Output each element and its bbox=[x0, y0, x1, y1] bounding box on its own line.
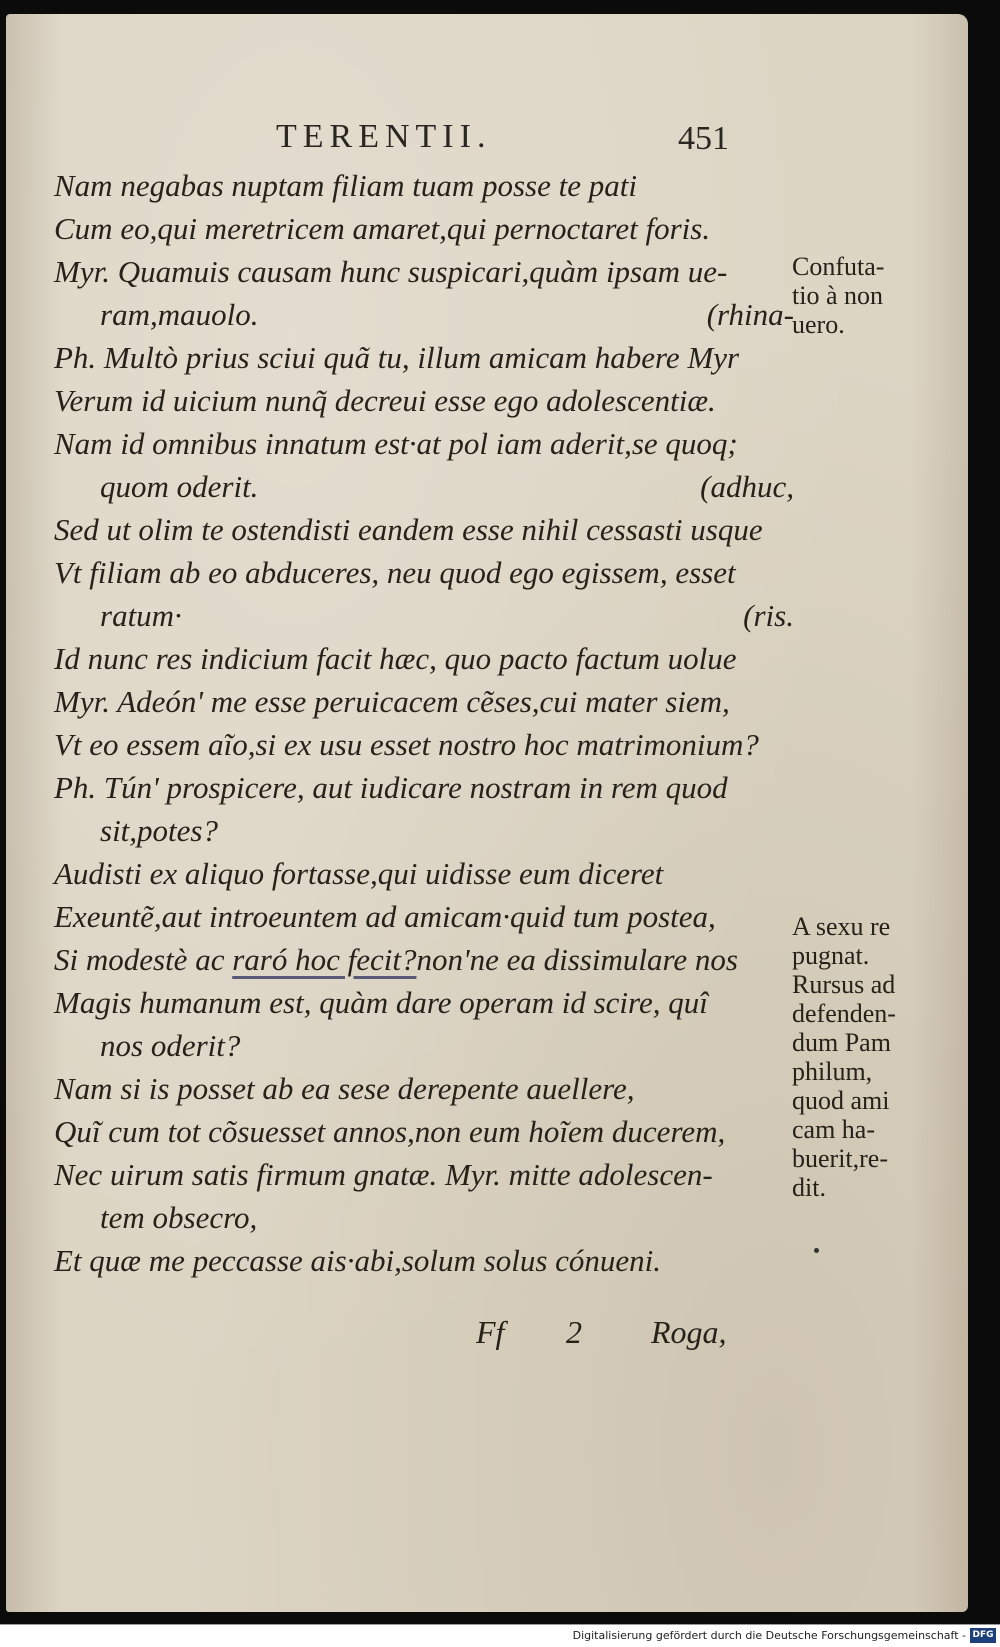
text-line: tem obsecro, bbox=[100, 1200, 258, 1235]
catchword: Roga, bbox=[651, 1314, 727, 1350]
margin-note: Confuta- tio à non uero. bbox=[792, 252, 885, 339]
text-line: Magis humanum est, quàm dare operam id scire, quî bbox=[54, 985, 708, 1020]
text-line: nos oderit? bbox=[100, 1028, 241, 1063]
text-line: Vt filiam ab eo abduceres, neu quod ego egissem, esset bbox=[54, 555, 736, 590]
footer-bar bbox=[0, 1624, 1000, 1647]
text-line: Myr. Adeón' me esse peruicacem cẽses,cui mater siem, bbox=[54, 684, 730, 719]
text-line: Quĩ cum tot cõsuesset annos,non eum hoĩem ducerem, bbox=[54, 1114, 726, 1149]
text-line: Ph. Multò prius sciui quã tu, illum amicam habere Myr bbox=[54, 340, 740, 375]
signature-line bbox=[6, 1314, 968, 1358]
text-line: Nam si is posset ab ea sese derepente auellere, bbox=[54, 1071, 635, 1106]
text-line: ram,mauolo. (rhina- bbox=[100, 297, 794, 332]
main-text bbox=[54, 164, 794, 1282]
text-line: Cum eo,qui meretricem amaret,qui pernoctaret foris. bbox=[54, 211, 711, 246]
funding-credit: Digitalisierung gefördert durch die Deutsche Forschungsgemeinschaft - bbox=[572, 1629, 966, 1642]
text-line: Sed ut olim te ostendisti eandem esse nihil cessasti usque bbox=[54, 512, 763, 547]
ink-dot bbox=[814, 1248, 819, 1253]
text-line: Si modestè ac raró hoc fecit?non'ne ea dissimulare nos bbox=[54, 942, 738, 977]
page-number: 451 bbox=[678, 120, 729, 157]
text-line: Ph. Tún' prospicere, aut iudicare nostram in rem quod bbox=[54, 770, 728, 805]
text-line: Verum id uicium nunq̃ decreui esse ego adolescentiæ. bbox=[54, 383, 716, 418]
text-line: Et quæ me peccasse ais·abi,solum solus cónueni. bbox=[54, 1243, 662, 1278]
text-line: sit,potes? bbox=[100, 813, 218, 848]
book-page bbox=[6, 14, 968, 1612]
text-line: Nam id omnibus innatum est·at pol iam aderit,se quoq; bbox=[54, 426, 738, 461]
signature-mark: Ff bbox=[476, 1314, 505, 1350]
text-line: Vt eo essem aĩo,si ex usu esset nostro hoc matrimonium? bbox=[54, 727, 759, 762]
handwritten-underline: raró hoc fecit? bbox=[232, 942, 417, 977]
signature-number: 2 bbox=[566, 1314, 582, 1350]
margin-note: A sexu re pugnat. Rursus ad defenden- dum Pam philum, quod ami cam ha- buerit,re- dit. bbox=[792, 912, 896, 1202]
text-line: Nam negabas nuptam filiam tuam posse te pati bbox=[54, 168, 637, 203]
page-header bbox=[6, 118, 968, 158]
text-line: Myr. Quamuis causam hunc suspicari,quàm ipsam ue- bbox=[54, 254, 728, 289]
text-line: quom oderit. (adhuc, bbox=[100, 469, 794, 504]
text-line: Id nunc res indicium facit hæc, quo pacto factum uolue bbox=[54, 641, 737, 676]
text-line: Exeuntẽ,aut introeuntem ad amicam·quid tum postea, bbox=[54, 899, 716, 934]
text-line: Nec uirum satis firmum gnatæ. Myr. mitte adolescen- bbox=[54, 1157, 713, 1192]
dfg-logo: DFG bbox=[970, 1628, 996, 1643]
running-title: TERENTII. bbox=[276, 118, 492, 155]
text-line: ratum· (ris. bbox=[100, 598, 794, 633]
text-line: Audisti ex aliquo fortasse,qui uidisse eum diceret bbox=[54, 856, 664, 891]
